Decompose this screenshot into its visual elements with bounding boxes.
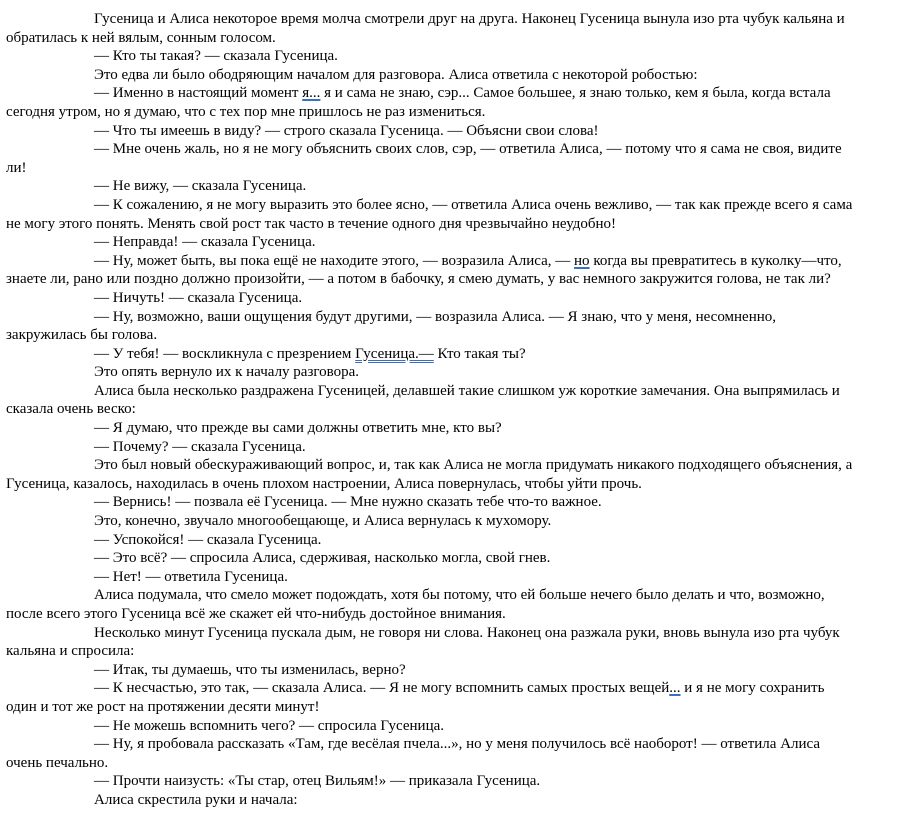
paragraph xyxy=(6,661,856,680)
text-run: — Прочти наизусть: «Ты стар, отец Вильям!» — приказала Гусеница. xyxy=(94,773,541,790)
paragraph xyxy=(6,47,856,66)
paragraph xyxy=(6,438,856,457)
paragraph xyxy=(6,568,856,587)
paragraph xyxy=(6,772,856,791)
paragraph xyxy=(6,735,856,772)
underlined-text: но xyxy=(574,252,590,269)
paragraph xyxy=(6,122,856,141)
text-run: — Не можешь вспомнить чего? — спросила Гусеница. xyxy=(94,717,445,734)
paragraph xyxy=(6,791,856,810)
text-run: Это был новый обескураживающий вопрос, и, так как Алиса не могла придумать никакого подходящего объяснения, а Гусеница, казалось, находилась в очень плохом настроении, Алиса повернулась, чтобы уйти прочь. xyxy=(6,457,853,492)
paragraph xyxy=(6,549,856,568)
text-run: — Нет! — ответила Гусеница. xyxy=(94,568,288,585)
paragraph xyxy=(6,233,856,252)
text-run: — Итак, ты думаешь, что ты изменилась, верно? xyxy=(94,661,406,678)
paragraph xyxy=(6,84,856,121)
text-run: — Я думаю, что прежде вы сами должны ответить мне, кто вы? xyxy=(94,420,502,437)
text-run: Алиса скрестила руки и начала: xyxy=(94,791,298,808)
underlined-text: ... xyxy=(669,680,681,697)
text-run: Это, конечно, звучало многообещающе, и Алиса вернулась к мухомору. xyxy=(94,513,552,530)
text-run: — Ну, может быть, вы пока ещё не находите этого, — возразила Алиса, — xyxy=(94,252,575,269)
paragraph xyxy=(6,512,856,531)
paragraph xyxy=(6,140,856,177)
text-run: — Ну, возможно, ваши ощущения будут другими, — возразила Алиса. — Я знаю, что у меня, несомненно, закружилась бы голова. xyxy=(6,308,777,344)
text-run: — Почему? — сказала Гусеница. xyxy=(94,438,306,455)
text-run: — Вернись! — позвала её Гусеница. — Мне нужно сказать тебе что-то важное. xyxy=(94,494,602,511)
text-run: — Не вижу, — сказала Гусеница. xyxy=(94,178,307,195)
text-run: Несколько минут Гусеница пускала дым, не говоря ни слова. Наконец она разжала руки, вновь вынула изо рта чубук кальяна и спросила: xyxy=(6,624,840,660)
text-run: — Неправда! — сказала Гусеница. xyxy=(94,234,316,251)
text-run: Гусеница и Алиса некоторое время молча смотрели друг на друга. Наконец Гусеница вынула изо рта чубук кальяна и обратилась к ней вялым, сонным голосом. xyxy=(6,11,845,46)
text-run: Алиса подумала, что смело может подождать, хотя бы потому, что ей больше нечего было делать и что, возможно, после всего этого Гусеница всё же скажет ей что-нибудь достойное внимания. xyxy=(6,587,825,622)
paragraph xyxy=(6,586,856,623)
paragraph xyxy=(6,679,856,716)
paragraph xyxy=(6,177,856,196)
text-run: — Это всё? — спросила Алиса, сдерживая, насколько могла, свой гнев. xyxy=(94,550,551,567)
text-run: — Ничуть! — сказала Гусеница. xyxy=(94,289,303,306)
text-run: — Кто ты такая? — сказала Гусеница. xyxy=(94,48,338,65)
paragraph xyxy=(6,345,856,364)
text-run: — Что ты имеешь в виду? — строго сказала Гусеница. — Объясни свои слова! xyxy=(94,122,599,139)
paragraph xyxy=(6,66,856,85)
text-run: — Успокойся! — сказала Гусеница. xyxy=(94,531,322,548)
text-run: и я не могу сохранить один и тот же рост на протяжении десяти минут! xyxy=(6,680,825,715)
text-run: Это опять вернуло их к началу разговора. xyxy=(94,364,360,381)
paragraph xyxy=(6,493,856,512)
paragraph xyxy=(6,252,856,289)
paragraph xyxy=(6,419,856,438)
text-run: Кто такая ты? xyxy=(433,345,526,362)
text-run: — К несчастью, это так, — сказала Алиса. — Я не могу вспомнить самых простых вещей xyxy=(94,680,670,697)
text-run: — У тебя! — воскликнула с презрением xyxy=(94,345,356,362)
text-run: Это едва ли было ободряющим началом для разговора. Алиса ответила с некоторой робостью: xyxy=(94,66,698,83)
text-run: — Именно в настоящий момент xyxy=(94,85,303,102)
text-run: — Мне очень жаль, но я не могу объяснить своих слов, сэр, — ответила Алиса, — потому что я сама не своя, видите ли! xyxy=(6,141,842,176)
paragraph xyxy=(6,10,856,47)
paragraph xyxy=(6,363,856,382)
paragraph xyxy=(6,531,856,550)
underlined-text: я... xyxy=(302,85,321,102)
document-body xyxy=(6,10,856,810)
paragraph xyxy=(6,456,856,493)
paragraph xyxy=(6,717,856,736)
text-run: — К сожалению, я не могу выразить это более ясно, — ответила Алиса очень вежливо, — так как прежде всего я сама не могу этого понять. Менять свой рост так часто в течение одного дня чрезвычайно неудобно! xyxy=(6,196,853,232)
text-run: я и сама не знаю, сэр... Самое большее, я знаю только, кем я была, когда встала сегодня утром, но я думаю, что с тех пор мне пришлось не раз измениться. xyxy=(6,85,831,120)
text-run: Алиса была несколько раздражена Гусеницей, делавшей такие слишком уж короткие замечания. Она выпрямилась и сказала очень веско: xyxy=(6,382,840,418)
paragraph xyxy=(6,308,856,345)
text-run: — Ну, я пробовала рассказать «Там, где весёлая пчела...», но у меня получилось всё наоборот! — ответила Алиса очень печально. xyxy=(6,736,821,771)
text-run: когда вы превратитесь в куколку—что, знаете ли, рано или поздно должно произойти, — а потом в бабочку, я смею думать, у вас немного закружится голова, не так ли? xyxy=(6,252,842,288)
paragraph xyxy=(6,196,856,233)
paragraph xyxy=(6,289,856,308)
paragraph xyxy=(6,624,856,661)
paragraph xyxy=(6,382,856,419)
underlined-text: Гусеница.— xyxy=(355,345,434,362)
